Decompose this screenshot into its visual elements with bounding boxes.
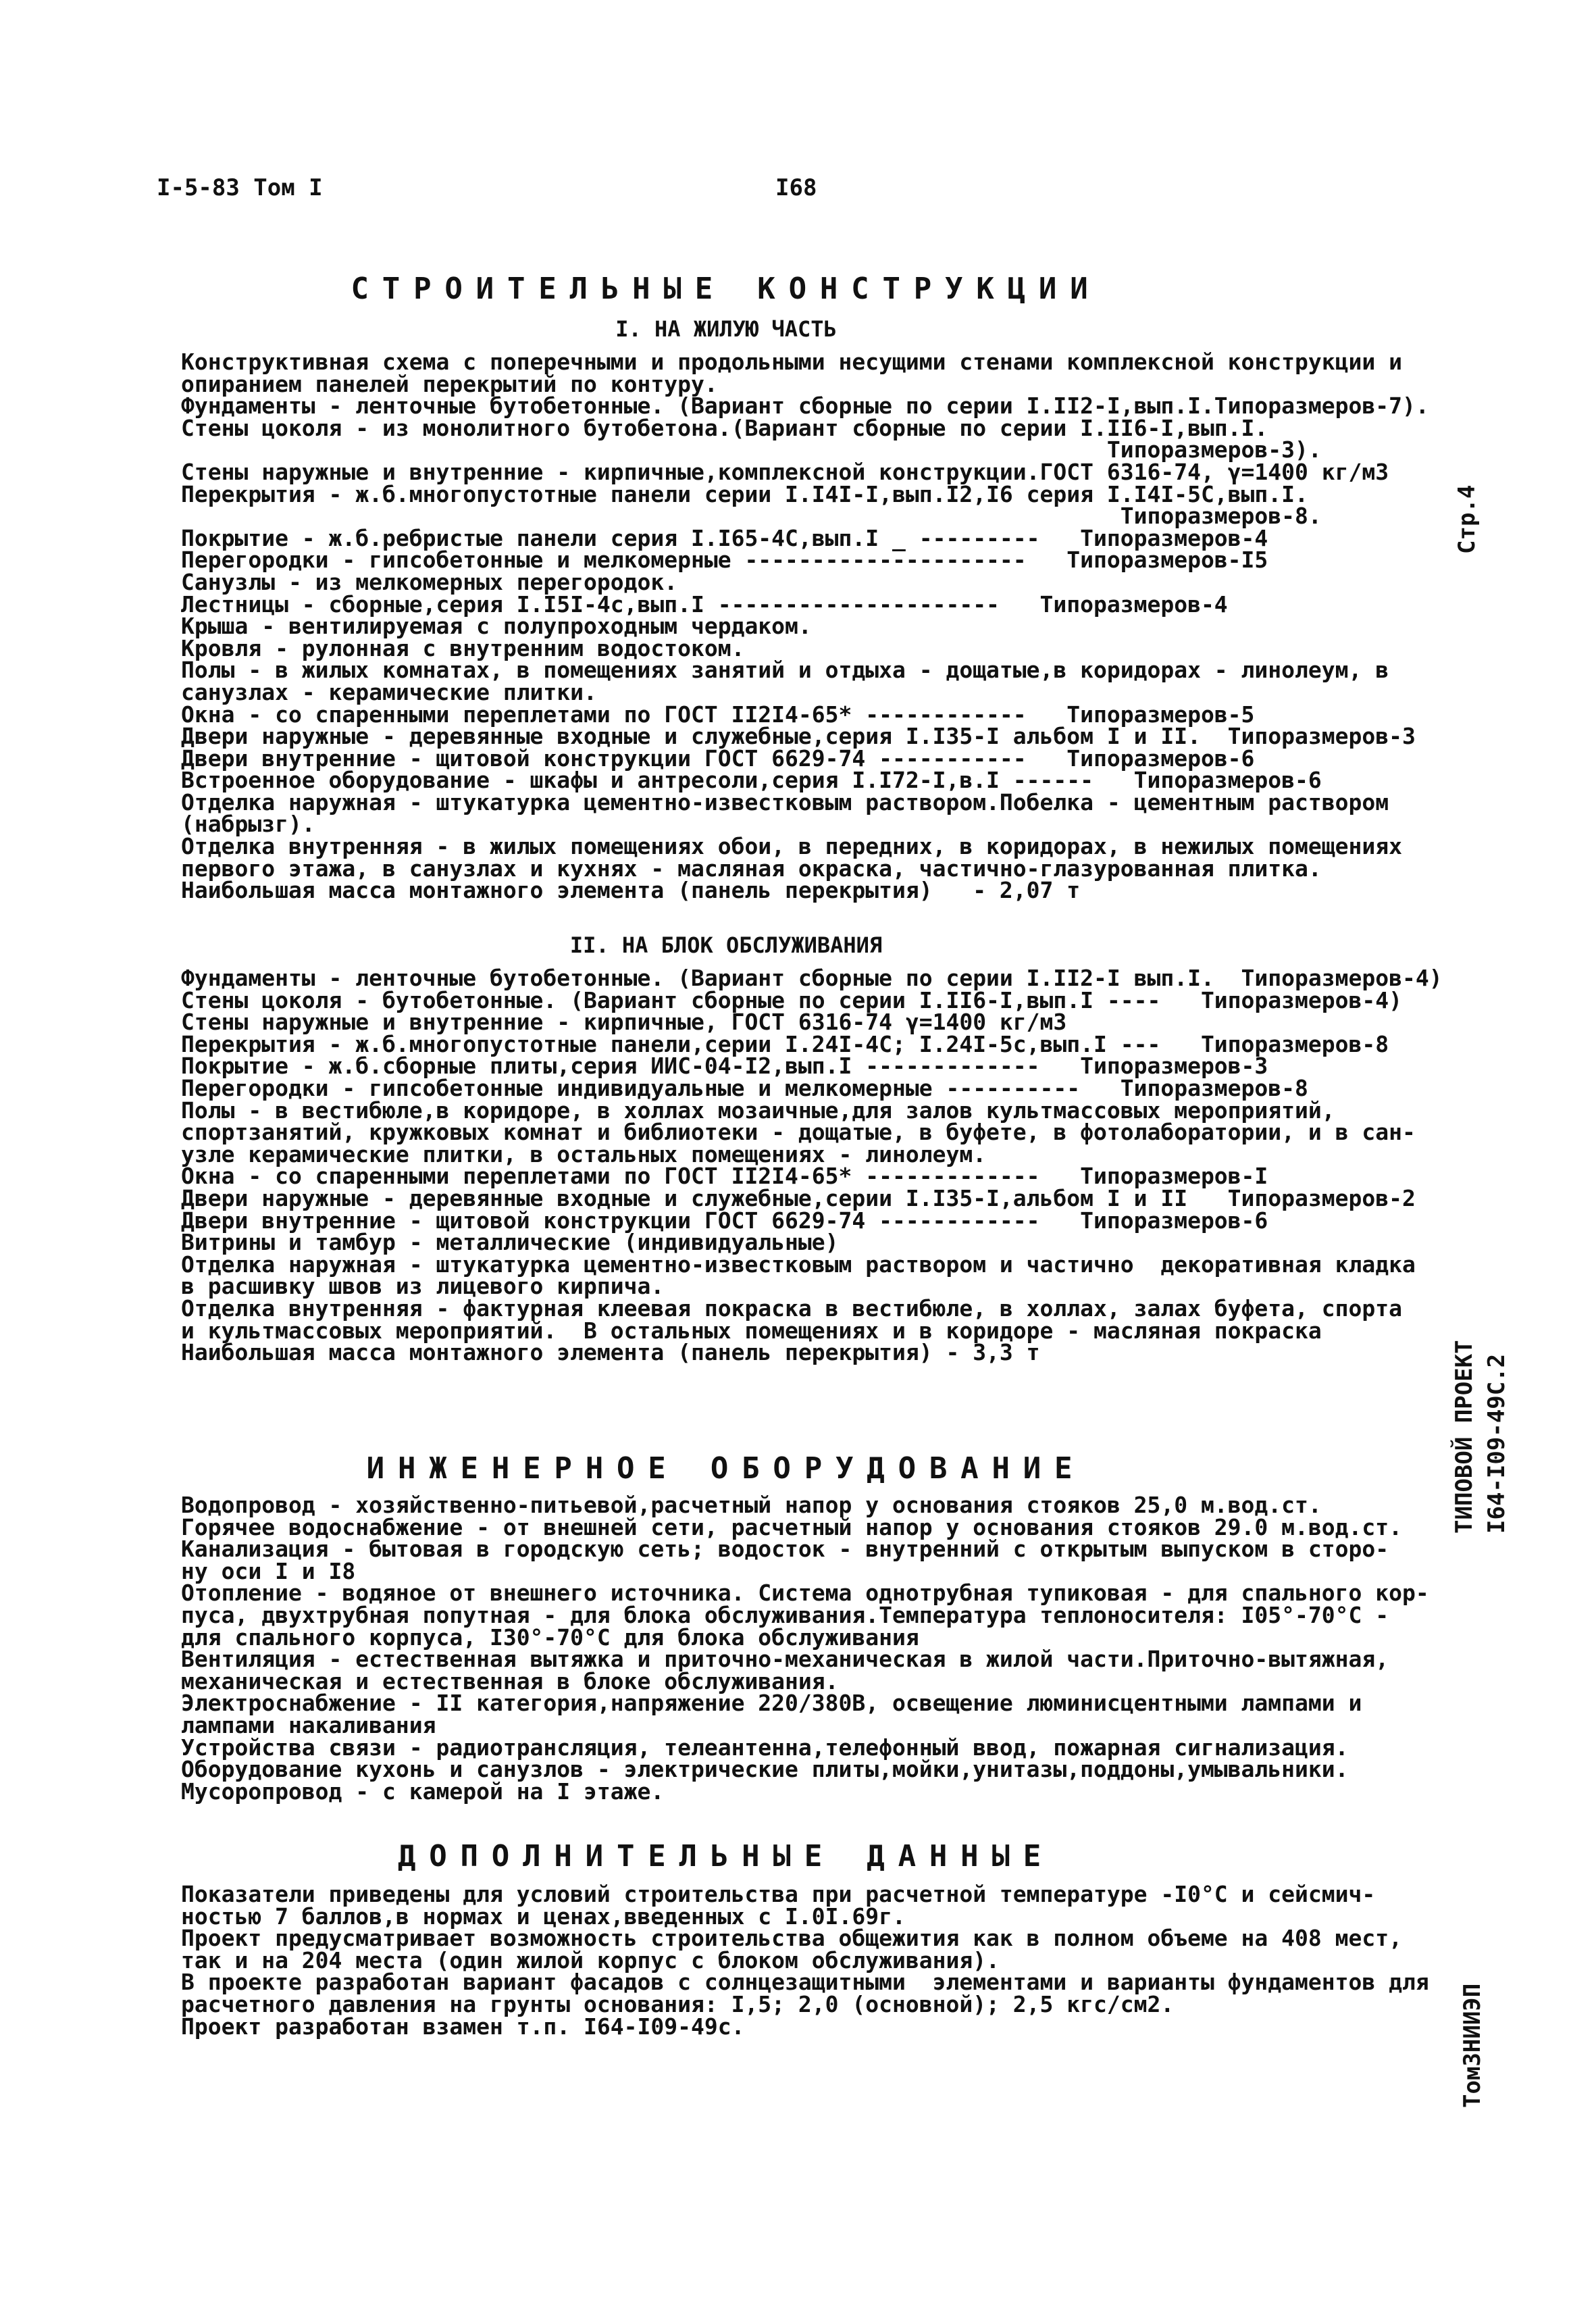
org-side-label: ТомЗНИИЭП	[1459, 1983, 1486, 2108]
text-line: Отделка наружная - штукатурка цементно-известковым раствором и частично декоративная кладка	[181, 1251, 1416, 1278]
text-line: лампами накаливания	[181, 1711, 436, 1738]
page-number: I68	[775, 174, 817, 201]
text-line: Полы - в вестибюле,в коридоре, в холлах мозаичные,для залов культмассовых мероприятий,	[181, 1097, 1335, 1124]
text-line: в расшивку швов из лицевого кирпича.	[181, 1273, 665, 1300]
engineering-text	[181, 1494, 1429, 1803]
text-line: Перегородки - гипсобетонные индивидуальные и мелкомерные ---------- Типоразмеров-8	[181, 1074, 1308, 1101]
text-line: Оборудование кухонь и санузлов - электрические плиты,мойки,унитазы,поддоны,умывальники.	[181, 1756, 1349, 1783]
text-line: Отделка наружная - штукатурка цементно-известковым раствором.Побелка - цементным раствором	[181, 788, 1389, 815]
text-line: Вентиляция - естественная вытяжка и приточно-механическая в жилой части.Приточно-вытяжная,	[181, 1646, 1389, 1673]
text-line: Канализация - бытовая в городскую сеть; водосток - внутренний с открытым выпуском в сторо-	[181, 1536, 1389, 1563]
text-line: механическая и естественная в блоке обслуживания.	[181, 1667, 839, 1694]
text-line: Лестницы - сборные,серия I.I5I-4с,вып.I --------------------- Типоразмеров-4	[181, 590, 1228, 618]
text-line: Электроснабжение - II категория,напряжение 220/380В, освещение люминисцентными лампами и	[181, 1690, 1362, 1717]
text-line: ностью 7 баллов,в нормах и ценах,введенных с I.0I.69г.	[181, 1903, 906, 1930]
text-line: Кровля - рулонная с внутренним водостоком.	[181, 634, 745, 661]
text-line: Двери внутренние - щитовой конструкции ГОСТ 6629-74 ------------ Типоразмеров-6	[181, 1207, 1268, 1234]
residential-text	[181, 351, 1429, 902]
subsection-title-service: II. НА БЛОК ОБСЛУЖИВАНИЯ	[569, 932, 883, 958]
text-line: Наибольшая масса монтажного элемента (панель перекрытия) - 3,3 т	[181, 1339, 1040, 1366]
text-line: Горячее водоснабжение - от внешней сети, расчетный напор у основания стояков 29.0 м.вод.ст.	[181, 1513, 1402, 1540]
text-line: Двери внутренние - щитовой конструкции ГОСТ 6629-74 ----------- Типоразмеров-6	[181, 745, 1255, 772]
text-line: Перекрытия - ж.б.многопустотные панели,серии I.24I-4С; I.24I-5с,вып.I --- Типоразмеров-8	[181, 1030, 1389, 1057]
text-line: так и на 204 места (один жилой корпус с блоком обслуживания).	[181, 1946, 1000, 1973]
text-line: узле керамические плитки, в остальных помещениях - линолеум.	[181, 1140, 987, 1167]
project-side-label-1: ТИПОВОЙ ПРОЕКТ	[1451, 1340, 1478, 1534]
text-line: Двери наружные - деревянные входные и служебные,серия I.I35-I альбом I и II. Типоразмеров-3	[181, 723, 1416, 750]
section-title-additional: ДОПОЛНИТЕЛЬНЫЕ ДАННЫЕ	[397, 1839, 1055, 1873]
project-side-label-2: I64-I09-49С.2	[1483, 1353, 1510, 1534]
section-title-engineering: ИНЖЕНЕРНОЕ ОБОРУДОВАНИЕ	[366, 1451, 1086, 1486]
text-line: Мусоропровод - с камерой на I этаже.	[181, 1778, 665, 1805]
text-line: Встроенное оборудование - шкафы и антресоли,серия I.I72-I,в.I ------ Типоразмеров-6	[181, 767, 1322, 794]
text-line: Окна - со спаренными переплетами по ГОСТ II2I4-65* ------------ Типоразмеров-5	[181, 701, 1255, 728]
text-line: пуса, двухтрубная попутная - для блока обслуживания.Температура теплоносителя: I05°-70°С -	[181, 1601, 1389, 1628]
text-line: (набрызг).	[181, 811, 315, 838]
text-line: Окна - со спаренными переплетами по ГОСТ II2I4-65* ------------- Типоразмеров-I	[181, 1163, 1268, 1190]
subsection-title-residential: I. НА ЖИЛУЮ ЧАСТЬ	[615, 316, 837, 342]
text-line: Полы - в жилых комнатах, в помещениях занятий и отдыха - дощатые,в коридорах - линолеум, в	[181, 657, 1389, 684]
additional-text	[181, 1881, 1429, 2040]
text-line: первого этажа, в санузлах и кухнях - масляная окраска, частично-глазурованная плитка.	[181, 855, 1322, 882]
text-line: Водопровод - хозяйственно-питьевой,расчетный напор у основания стояков 25,0 м.вод.ст.	[181, 1492, 1322, 1518]
text-line: Отделка внутренняя - фактурная клеевая покраска в вестибюле, в холлах, залах буфета, спорта	[181, 1294, 1402, 1322]
text-line: расчетного давления на грунты основания: I,5; 2,0 (основной); 2,5 кгс/см2.	[181, 1990, 1175, 2017]
text-line: Устройства связи - радиотрансляция, телеантенна,телефонный ввод, пожарная сигнализация.	[181, 1734, 1349, 1761]
text-line: Конструктивная схема с поперечными и продольными несущими стенами комплексной конструкции и	[181, 349, 1402, 375]
section-title-construction: СТРОИТЕЛЬНЫЕ КОНСТРУКЦИИ	[351, 272, 1102, 306]
text-line: Перегородки - гипсобетонные и мелкомерные --------------------- Типоразмеров-I5	[181, 547, 1268, 574]
text-line: Фундаменты - ленточные бутобетонные. (Вариант сборные по серии I.II2-I вып.I. Типоразмеров-4)	[181, 965, 1443, 991]
text-line: Показатели приведены для условий строительства при расчетной температуре -I0°С и сейсмич-	[181, 1881, 1376, 1907]
text-line: Наибольшая масса монтажного элемента (панель перекрытия) - 2,07 т	[181, 877, 1081, 904]
text-line: для спального корпуса, I30°-70°С для блока обслуживания	[181, 1624, 919, 1651]
text-line: Санузлы - из мелкомерных перегородок.	[181, 568, 678, 595]
text-line: Отделка внутренняя - в жилых помещениях обои, в передних, в коридорах, в нежилых помещениях	[181, 833, 1402, 860]
text-line: Стены цоколя - бутобетонные. (Вариант сборные по серии I.II6-I,вып.I ---- Типоразмеров-4)	[181, 986, 1402, 1013]
text-line: Стены цоколя - из монолитного бутобетона.(Вариант сборные по серии I.II6-I,вып.I.	[181, 414, 1268, 441]
text-line: В проекте разработан вариант фасадов с солнцезащитными элементами и варианты фундаментов для	[181, 1969, 1429, 1996]
page-ref-side-label: Стр.4	[1453, 484, 1481, 554]
text-line: Типоразмеров-3).	[181, 436, 1322, 463]
service-text	[181, 967, 1443, 1364]
text-line: Отопление - водяное от внешнего источника. Система однотрубная тупиковая - для спального кор-	[181, 1580, 1429, 1607]
text-line: ну оси I и I8	[181, 1557, 356, 1584]
text-line: Перекрытия - ж.б.многопустотные панели серии I.I4I-I,вып.I2,I6 серия I.I4I-5С,вып.I.	[181, 480, 1308, 507]
text-line: Стены наружные и внутренние - кирпичные,комплексной конструкции.ГОСТ 6316-74, γ=1400 кг/м3	[181, 458, 1389, 485]
text-line: спортзанятий, кружковых комнат и библиотеки - дощатые, в буфете, в фотолаборатории, и в сан-	[181, 1119, 1416, 1146]
text-line: Типоразмеров-8.	[181, 503, 1322, 530]
volume-label: I-5-83 Том I	[157, 174, 323, 201]
text-line: Покрытие - ж.б.ребристые панели серия I.I65-4С,вып.I _ --------- Типоразмеров-4	[181, 524, 1268, 551]
text-line: Двери наружные - деревянные входные и служебные,серии I.I35-I,альбом I и II Типоразмеров-2	[181, 1184, 1416, 1211]
text-line: опиранием панелей перекрытий по контуру.	[181, 370, 718, 397]
text-line: Фундаменты - ленточные бутобетонные. (Вариант сборные по серии I.II2-I,вып.I.Типоразмеров-7).	[181, 393, 1429, 420]
text-line: Проект разработан взамен т.п. I64-I09-49с.	[181, 2013, 745, 2040]
text-line: Витрины и тамбур - металлические (индивидуальные)	[181, 1229, 839, 1256]
text-line: Проект предусматривает возможность строительства общежития как в полном объеме на 408 мест,	[181, 1925, 1402, 1952]
text-line: Крыша - вентилируемая с полупроходным чердаком.	[181, 613, 812, 640]
text-line: санузлах - керамические плитки.	[181, 678, 597, 705]
text-line: Стены наружные и внутренние - кирпичные, ГОСТ 6316-74 γ=1400 кг/м3	[181, 1009, 1067, 1036]
text-line: Покрытие - ж.б.сборные плиты,серия ИИС-04-I2,вып.I ------------- Типоразмеров-3	[181, 1053, 1268, 1080]
text-line: и культмассовых мероприятий. В остальных помещениях и в коридоре - масляная покраска	[181, 1317, 1322, 1344]
